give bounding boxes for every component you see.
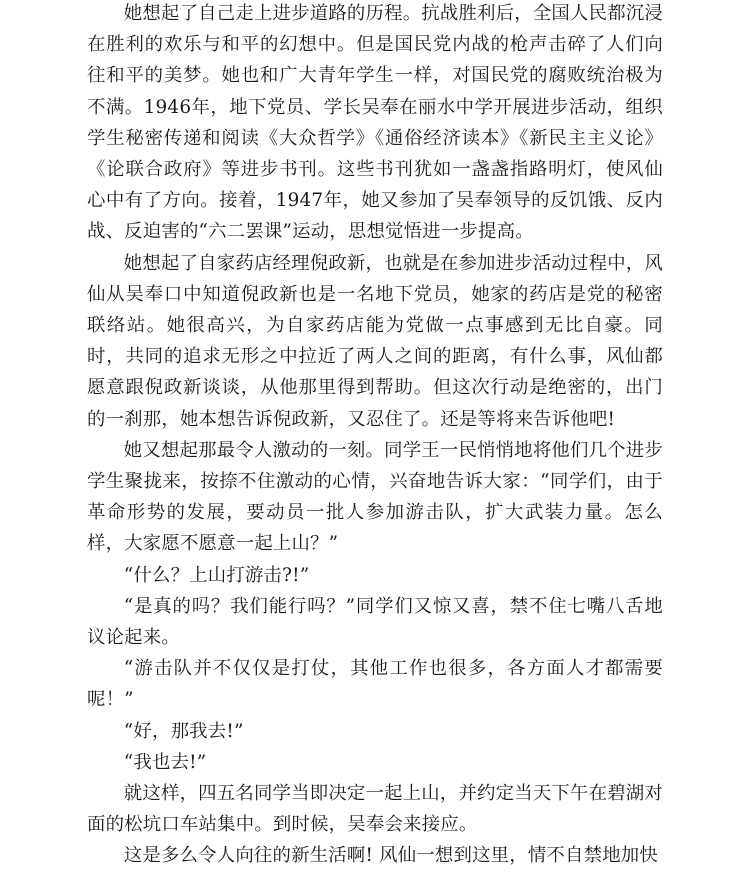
paragraph-5: “是真的吗？我们能行吗？”同学们又惊又喜，禁不住七嘴八舌地议论起来。 <box>87 595 663 649</box>
paragraph-3: 她又想起那最令人激动的一刻。同学王一民悄悄地将他们几个进步学生聚拢来，按捺不住激动的心情，兴奋地告诉大家：“同学们，由于革命形势的发展，要动员一批人参加游击队，扩大武装力量。怎么样，大家愿不愿意一起上山？” <box>87 439 663 555</box>
paragraph-8: “我也去!” <box>123 751 207 773</box>
paragraph-7: “好，那我去!” <box>123 720 244 742</box>
paragraph-1: 她想起了自己走上进步道路的历程。抗战胜利后，全国人民都沉浸在胜利的欢乐与和平的幻想中。但是国民党内战的枪声击碎了人们向往和平的美梦。她也和广大青年学生一样，对国民党的腐败统治极为不满。1946年，地下党员、学长吴奉在丽水中学开展进步活动，组织学生秘密传递和阅读《大众哲学》《通俗经济读本》《新民主主义论》《论联合政府》等进步书刊。这些书刊犹如一盏盏指路明灯，使风仙心中有了方向。接着，1947年，她又参加了吴奉领导的反饥饿、反内战、反迫害的“六二罢课”运动，思想觉悟进一步提高。 <box>87 3 663 243</box>
paragraph-4: “什么？上山打游击?!” <box>123 564 310 586</box>
paragraph-2: 她想起了自家药店经理倪政新，也就是在参加进步活动过程中，风仙从吴奉口中知道倪政新也是一名地下党员，她家的药店是党的秘密联络站。她很高兴，为自家药店能为党做一点事感到无比自豪。同时，共同的追求无形之中拉近了两人之间的距离，有什么事，风仙都愿意跟倪政新谈谈，从他那里得到帮助。但这次行动是绝密的，出门的一刹那，她本想告诉倪政新，又忍住了。还是等将来告诉他吧! <box>87 252 663 430</box>
body-text <box>87 0 663 872</box>
paragraph-10: 这是多么令人向往的新生活啊! 风仙一想到这里，情不自禁地加快 <box>123 845 658 867</box>
paragraph-9: 就这样，四五名同学当即决定一起上山，并约定当天下午在碧湖对面的松坑口车站集中。到时候，吴奉会来接应。 <box>87 783 663 836</box>
paragraph-6: “游击队并不仅仅是打仗，其他工作也很多，各方面人才都需要呢！” <box>87 658 663 711</box>
